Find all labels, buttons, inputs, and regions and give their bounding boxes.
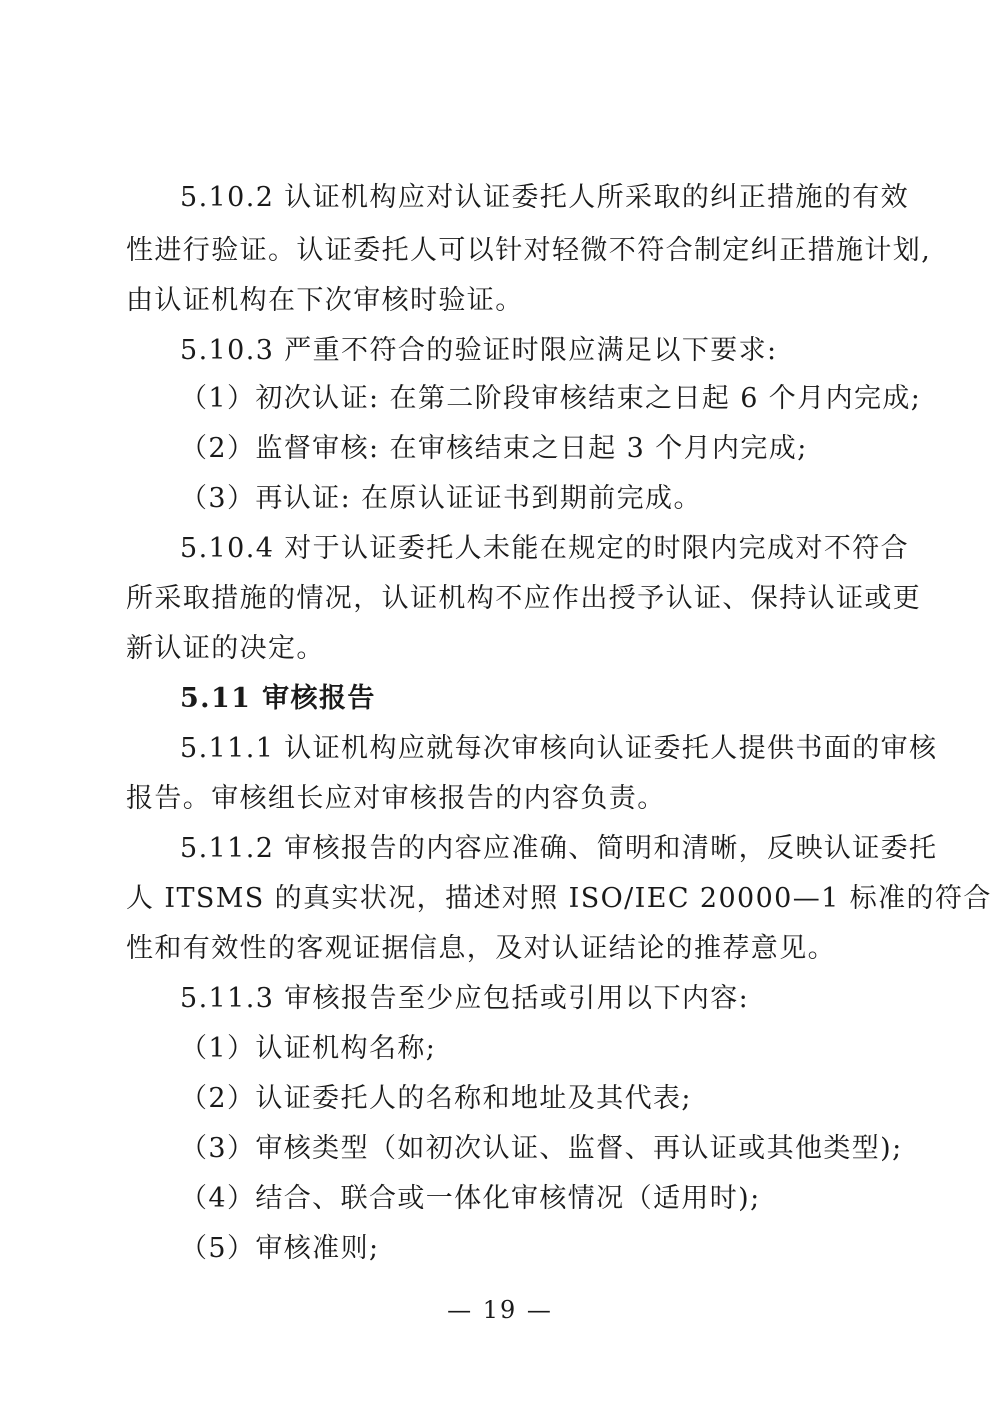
list-item-initial-certification: （1）初次认证: 在第二阶段审核结束之日起 6 个月内完成; <box>180 383 922 414</box>
paragraph-5-10-2-line-2: 性进行验证。认证委托人可以针对轻微不符合制定纠正措施计划, <box>126 235 932 266</box>
list-item-combined-audit: （4）结合、联合或一体化审核情况（适用时); <box>180 1183 761 1214</box>
list-item-audit-type: （3）审核类型（如初次认证、监督、再认证或其他类型); <box>180 1133 903 1164</box>
section-heading-5-11: 5.11 审核报告 <box>180 683 376 714</box>
paragraph-5-11-1-line-2: 报告。审核组长应对审核报告的内容负责。 <box>126 783 666 814</box>
paragraph-5-11-2-line-3: 性和有效性的客观证据信息，及对认证结论的推荐意见。 <box>126 933 836 964</box>
list-item-surveillance-audit: （2）监督审核: 在审核结束之日起 3 个月内完成; <box>180 433 808 464</box>
list-item-audit-criteria: （5）审核准则; <box>180 1233 380 1264</box>
paragraph-5-10-2: 5.10.2 认证机构应对认证委托人所采取的纠正措施的有效 <box>180 182 910 213</box>
paragraph-5-10-4-line-3: 新认证的决定。 <box>126 633 325 664</box>
list-item-cert-body-name: （1）认证机构名称; <box>180 1033 437 1064</box>
paragraph-5-10-3: 5.10.3 严重不符合的验证时限应满足以下要求: <box>180 335 778 366</box>
paragraph-5-11-2-line-2: 人 ITSMS 的真实状况，描述对照 ISO/IEC 20000—1 标准的符合 <box>126 883 992 914</box>
list-item-recertification: （3）再认证: 在原认证证书到期前完成。 <box>180 483 702 514</box>
paragraph-5-10-4: 5.10.4 对于认证委托人未能在规定的时限内完成对不符合 <box>180 533 910 564</box>
paragraph-5-11-1: 5.11.1 认证机构应就每次审核向认证委托人提供书面的审核 <box>180 733 938 764</box>
paragraph-5-11-2: 5.11.2 审核报告的内容应准确、简明和清晰，反映认证委托 <box>180 833 938 864</box>
paragraph-5-11-3: 5.11.3 审核报告至少应包括或引用以下内容: <box>180 983 750 1014</box>
paragraph-5-10-2-line-3: 由认证机构在下次审核时验证。 <box>126 285 524 316</box>
page-number: — 19 — <box>447 1296 553 1324</box>
paragraph-5-10-4-line-2: 所采取措施的情况，认证机构不应作出授予认证、保持认证或更 <box>126 583 922 614</box>
list-item-client-name-address: （2）认证委托人的名称和地址及其代表; <box>180 1083 692 1114</box>
